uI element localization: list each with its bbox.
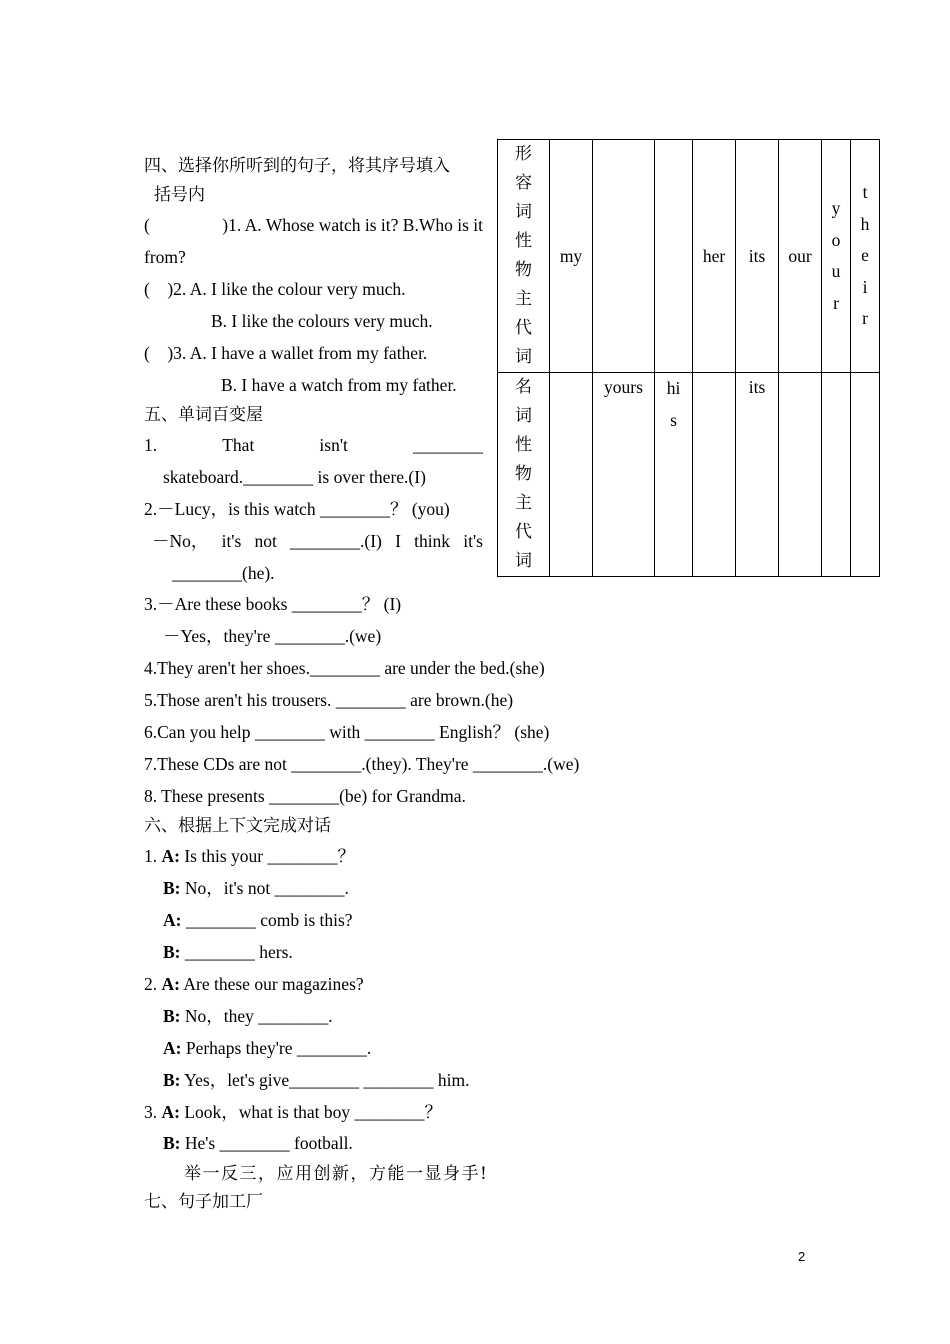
cell-his: hi s bbox=[655, 373, 693, 577]
cell-yours: yours bbox=[593, 373, 655, 577]
dialog-1-line-2: B: No，it's not ________. bbox=[163, 878, 349, 898]
section-4-heading-cont: 括号内 bbox=[154, 185, 205, 205]
s4-question-1: ( )1. A. Whose watch is it? B.Who is it bbox=[144, 215, 483, 235]
noun-possessive-header: 名 词 性 物 主 代 词 bbox=[498, 373, 550, 577]
s5-question-1-cont: skateboard.________ is over there.(I) bbox=[163, 467, 426, 487]
adjective-possessive-header: 形 容 词 性 物 主 代 词 bbox=[498, 140, 550, 373]
adjective-possessive-row bbox=[498, 140, 880, 373]
cell-its: its bbox=[736, 373, 779, 577]
s5-question-3-line2: －Yes，they're ________.(we) bbox=[163, 626, 382, 646]
page-number: 2 bbox=[798, 1249, 806, 1264]
encouragement-note: 举一反三，应用创新，方能一显身手! bbox=[184, 1164, 489, 1184]
s5-question-2-line3: ________(he). bbox=[172, 563, 275, 583]
s5-question-4: 4.They aren't her shoes.________ are under the bed.(she) bbox=[144, 658, 545, 678]
cell-her: her bbox=[693, 140, 736, 373]
cell-their: t h e i r bbox=[851, 140, 880, 373]
dialog-3-line-1: 3. A: Look，what is that boy ________？ bbox=[144, 1102, 442, 1122]
s5-question-1: 1. That isn't ________ bbox=[144, 435, 483, 455]
s4-question-3a: ( )3. A. I have a wallet from my father. bbox=[144, 343, 428, 363]
s5-question-8: 8. These presents ________(be) for Grandma. bbox=[144, 786, 466, 806]
cell-blank bbox=[779, 373, 822, 577]
noun-possessive-row bbox=[498, 373, 880, 577]
dialog-1-line-3: A: ________ comb is this? bbox=[163, 910, 353, 930]
s5-question-6: 6.Can you help ________ with ________ English？ (she) bbox=[144, 722, 550, 742]
cell-our: our bbox=[779, 140, 822, 373]
cell-your: y o u r bbox=[822, 140, 851, 373]
cell-my: my bbox=[550, 140, 593, 373]
dialog-2-line-1: 2. A: Are these our magazines? bbox=[144, 974, 364, 994]
section-6-heading: 六、根据上下文完成对话 bbox=[144, 816, 331, 836]
cell-blank bbox=[693, 373, 736, 577]
pronoun-table bbox=[497, 139, 880, 577]
s4-question-2a: ( )2. A. I like the colour very much. bbox=[144, 279, 406, 299]
cell-blank bbox=[655, 140, 693, 373]
dialog-2-line-2: B: No，they ________. bbox=[163, 1006, 333, 1026]
dialog-1-line-4: B: ________ hers. bbox=[163, 942, 293, 962]
dialog-1-line-1: 1. A: Is this your ________？ bbox=[144, 846, 355, 866]
s4-question-3b: B. I have a watch from my father. bbox=[221, 375, 457, 395]
s5-question-2-line2: －No， it's not ________.(I) I think it's bbox=[152, 531, 483, 551]
cell-blank bbox=[550, 373, 593, 577]
dialog-2-line-4: B: Yes，let's give________ ________ him. bbox=[163, 1070, 470, 1090]
cell-blank bbox=[822, 373, 851, 577]
s5-question-3: 3.－Are these books ________？ (I) bbox=[144, 594, 402, 614]
cell-blank bbox=[593, 140, 655, 373]
s4-question-2b: B. I like the colours very much. bbox=[211, 311, 433, 331]
s5-question-5: 5.Those aren't his trousers. ________ are brown.(he) bbox=[144, 690, 514, 710]
s5-question-2: 2.－Lucy，is this watch ________？ (you) bbox=[144, 499, 450, 519]
section-4-heading: 四、选择你所听到的句子，将其序号填入 bbox=[144, 156, 450, 176]
section-5-heading: 五、单词百变屋 bbox=[144, 405, 263, 425]
s5-question-7: 7.These CDs are not ________.(they). They're ________.(we) bbox=[144, 754, 580, 774]
section-7-heading: 七、句子加工厂 bbox=[144, 1192, 263, 1212]
dialog-2-line-3: A: Perhaps they're ________. bbox=[163, 1038, 372, 1058]
dialog-3-line-2: B: He's ________ football. bbox=[163, 1133, 353, 1153]
s4-question-1-cont: from? bbox=[144, 247, 186, 267]
cell-blank bbox=[851, 373, 880, 577]
cell-its: its bbox=[736, 140, 779, 373]
